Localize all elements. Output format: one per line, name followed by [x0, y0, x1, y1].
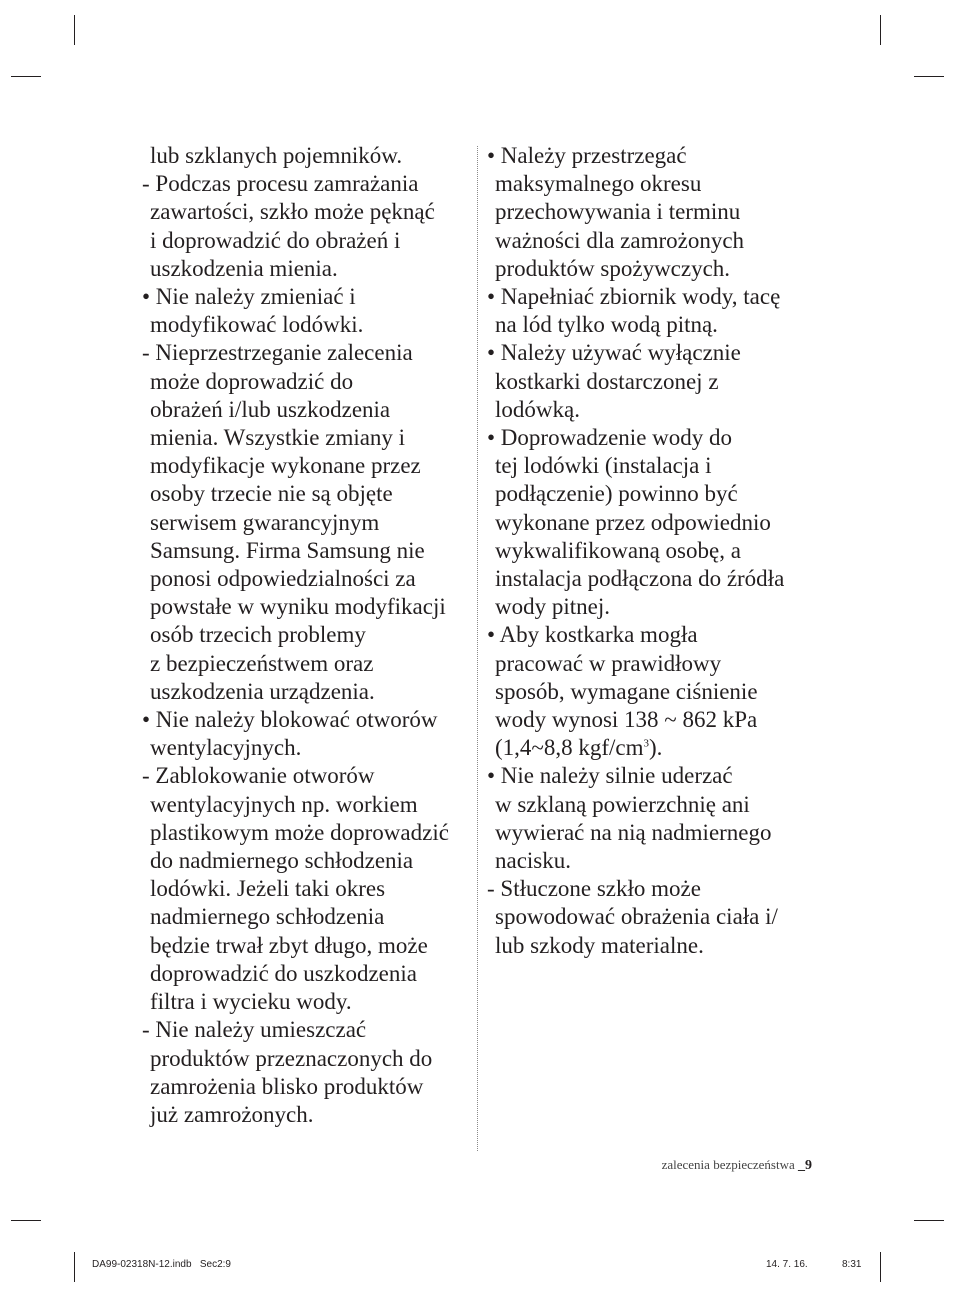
right-column	[487, 142, 817, 960]
text-item: - Zablokowanie otworów wentylacyjnych np. workiem plastikowym może doprowadzić do nadmiernego schłodzenia lodówki. Jeżeli taki okres nadmiernego schłodzenia będzie trwał zbyt długo, może doprowadzić do uszkodzenia filtra i wycieku wody.	[142, 763, 449, 1015]
text-item: - Nie należy umieszczać produktów przeznaczonych do zamrożenia blisko produktów już zamrożonych.	[142, 1017, 433, 1127]
text-item: - Stłuczone szkło może spowodować obrażenia ciała i/ lub szkody materialne.	[487, 876, 778, 958]
crop-mark-bottom-right-horizontal	[914, 1220, 944, 1221]
text-item: • Należy używać wyłącznie kostkarki dostarczonej z lodówką.	[487, 340, 741, 422]
text-item: - Nieprzestrzeganie zalecenia może doprowadzić do obrażeń i/lub uszkodzenia mienia. Wszystkie zmiany i modyfikacje wykonane przez osoby trzecie nie są objęte serwisem gwarancyjnym Samsung. Firma Samsung nie ponosi odpowiedzialności za powstałe w wyniku modyfikacji osób trzecich problemy z bezpieczeństwem oraz uszkodzenia urządzenia.	[142, 340, 446, 704]
text-item: • Nie należy silnie uderzać w szklaną powierzchnię ani wywierać na nią nadmiernego nacisku.	[487, 763, 772, 874]
crop-mark-bottom-left-vertical	[74, 1252, 75, 1282]
page-number: _9	[798, 1158, 812, 1173]
print-date: 14. 7. 16.	[766, 1259, 808, 1270]
text-item: • Należy przestrzegać maksymalnego okresu przechowywania i terminu ważności dla zamrożonych produktów spożywczych.	[487, 143, 745, 281]
crop-mark-bottom-left-horizontal	[11, 1220, 41, 1221]
crop-mark-top-left-horizontal	[11, 76, 41, 77]
column-divider	[477, 146, 478, 1151]
section-label: zalecenia bezpieczeństwa	[661, 1157, 795, 1172]
crop-mark-top-right-vertical	[880, 15, 881, 45]
crop-mark-top-left-vertical	[74, 15, 75, 45]
text-item: - Podczas procesu zamrażania zawartości, szkło może pęknąć i doprowadzić do obrażeń i uszkodzenia mienia.	[142, 171, 435, 281]
text-item: lub szklanych pojemników.	[150, 143, 403, 168]
text-item: • Nie należy blokować otworów wentylacyjnych.	[142, 707, 438, 761]
crop-mark-top-right-horizontal	[914, 76, 944, 77]
text-item: • Napełniać zbiornik wody, tacę na lód tylko wodą pitną.	[487, 284, 781, 338]
left-column	[142, 142, 472, 1129]
print-time: 8:31	[842, 1259, 862, 1270]
page-footer	[662, 1157, 812, 1174]
pressure-text-tail: ).	[649, 735, 663, 761]
crop-mark-bottom-right-vertical	[880, 1252, 881, 1282]
text-item: • Nie należy zmieniać i modyfikować lodówki.	[142, 284, 364, 338]
text-item: • Doprowadzenie wody do tej lodówki (instalacja i podłączenie) powinno być wykonane przez odpowiednio wykwalifikowaną osobę, a instalacja podłączona do źródła wody pitnej.	[487, 425, 785, 620]
superscript-exponent: 3	[643, 737, 650, 750]
text-item-pressure	[487, 621, 817, 762]
pressure-text: • Aby kostkarka mogła pracować w prawidłowy sposób, wymagane ciśnienie wody wynosi 138 ~ 862 kPa (1,4~8,8 kgf/cm	[487, 622, 758, 761]
print-file-info: DA99-02318N-12.indb Sec2:9	[92, 1259, 231, 1270]
